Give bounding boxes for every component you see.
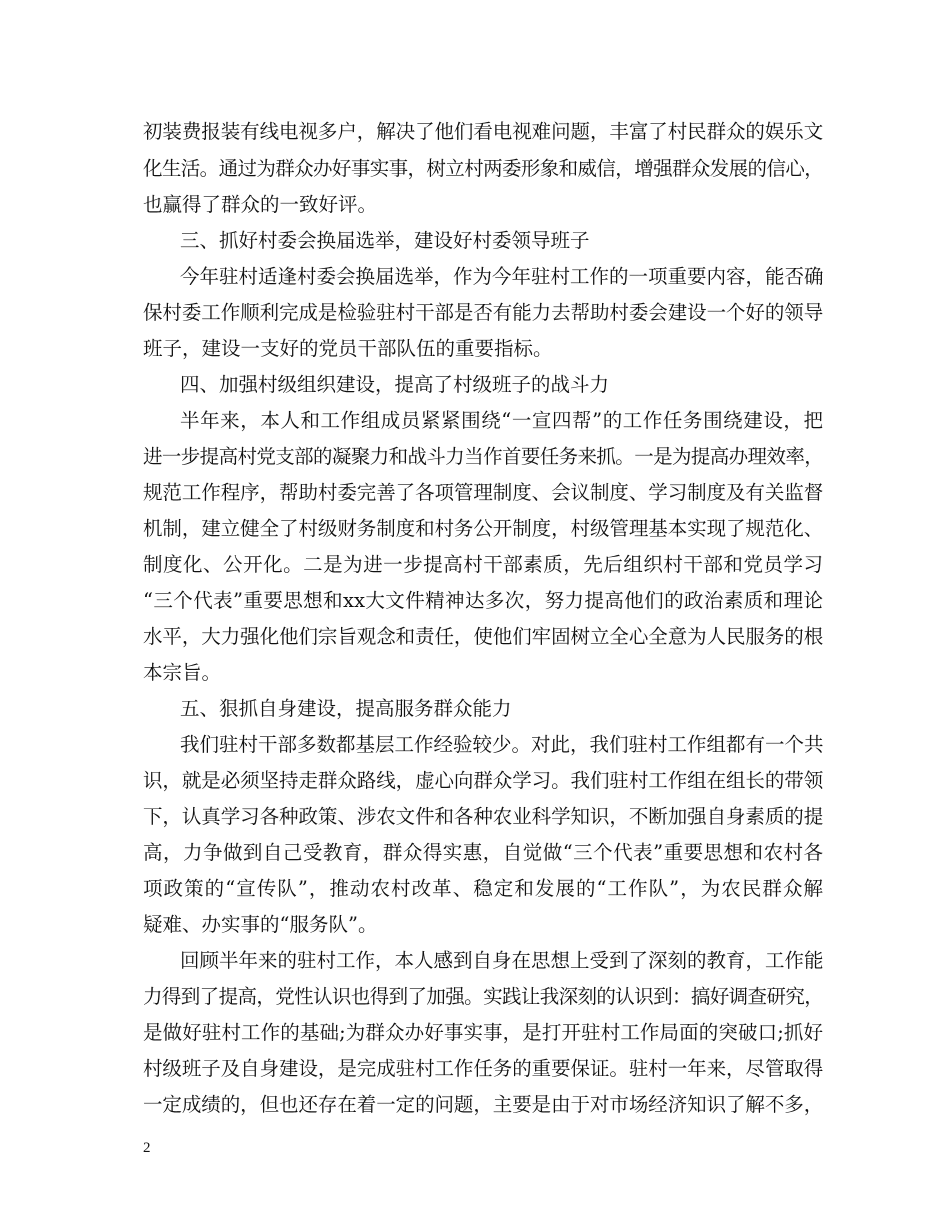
text-line: 一定成绩的，但也还存在着一定的问题，主要是由于对市场经济知识了解不多， bbox=[143, 1093, 823, 1116]
text-line: 班子，建设一支好的党员干部队伍的重要指标。 bbox=[143, 337, 553, 360]
text-line: 进一步提高村党支部的凝聚力和战斗力当作首要任务来抓。一是为提高办理效率， bbox=[143, 445, 823, 468]
text-line: 是做好驻村工作的基础;为群众办好事实事，是打开驻村工作局面的突破口;抓好 bbox=[143, 1021, 823, 1044]
text-line: 疑难、办实事的“服务队”。 bbox=[143, 913, 378, 936]
text-line: 机制，建立健全了村级财务制度和村务公开制度，村级管理基本实现了规范化、 bbox=[143, 517, 823, 540]
text-line: 今年驻村适逢村委会换届选举，作为今年驻村工作的一项重要内容，能否确 bbox=[180, 265, 824, 288]
text-line: 化生活。通过为群众办好事实事，树立村两委形象和威信，增强群众发展的信心， bbox=[143, 157, 823, 180]
text-line: 水平，大力强化他们宗旨观念和责任，使他们牢固树立全心全意为人民服务的根 bbox=[143, 625, 823, 648]
text-line: 规范工作程序，帮助村委完善了各项管理制度、会议制度、学习制度及有关监督 bbox=[143, 481, 823, 504]
text-line: 项政策的“宣传队”，推动农村改革、稳定和发展的“工作队”，为农民群众解 bbox=[143, 877, 823, 900]
text-line: 半年来，本人和工作组成员紧紧围绕“一宣四帮”的工作任务围绕建设，把 bbox=[180, 409, 823, 432]
section-heading: 五、狠抓自身建设，提高服务群众能力 bbox=[180, 697, 512, 720]
text-line: 高，力争做到自己受教育，群众得实惠，自觉做“三个代表”重要思想和农村各 bbox=[143, 841, 823, 864]
text-line: 下，认真学习各种政策、涉农文件和各种农业科学知识，不断加强自身素质的提 bbox=[143, 805, 823, 828]
text-line: 我们驻村干部多数都基层工作经验较少。对此，我们驻村工作组都有一个共 bbox=[180, 733, 824, 756]
text-line: 回顾半年来的驻村工作，本人感到自身在思想上受到了深刻的教育，工作能 bbox=[180, 949, 824, 972]
text-line: 力得到了提高，党性认识也得到了加强。实践让我深刻的认识到：搞好调查研究， bbox=[143, 985, 823, 1008]
text-line: 初装费报装有线电视多户，解决了他们看电视难问题，丰富了村民群众的娱乐文 bbox=[143, 120, 823, 143]
text-line: 制度化、公开化。二是为进一步提高村干部素质，先后组织村干部和党员学习 bbox=[143, 553, 823, 576]
text-line: 保村委工作顺利完成是检验驻村干部是否有能力去帮助村委会建设一个好的领导 bbox=[143, 301, 823, 324]
text-line: 识，就是必须坚持走群众路线，虚心向群众学习。我们驻村工作组在组长的带领 bbox=[143, 769, 823, 792]
text-line: 本宗旨。 bbox=[143, 661, 222, 684]
text-line: “三个代表”重要思想和xx大文件精神达多次，努力提高他们的政治素质和理论 bbox=[143, 589, 823, 612]
page-number: 2 bbox=[143, 1140, 151, 1156]
section-heading: 四、加强村级组织建设，提高了村级班子的战斗力 bbox=[180, 373, 610, 396]
text-line: 也赢得了群众的一致好评。 bbox=[143, 193, 378, 216]
text-line: 村级班子及自身建设，是完成驻村工作任务的重要保证。驻村一年来，尽管取得 bbox=[143, 1057, 823, 1080]
section-heading: 三、抓好村委会换届选举，建设好村委领导班子 bbox=[180, 229, 590, 252]
